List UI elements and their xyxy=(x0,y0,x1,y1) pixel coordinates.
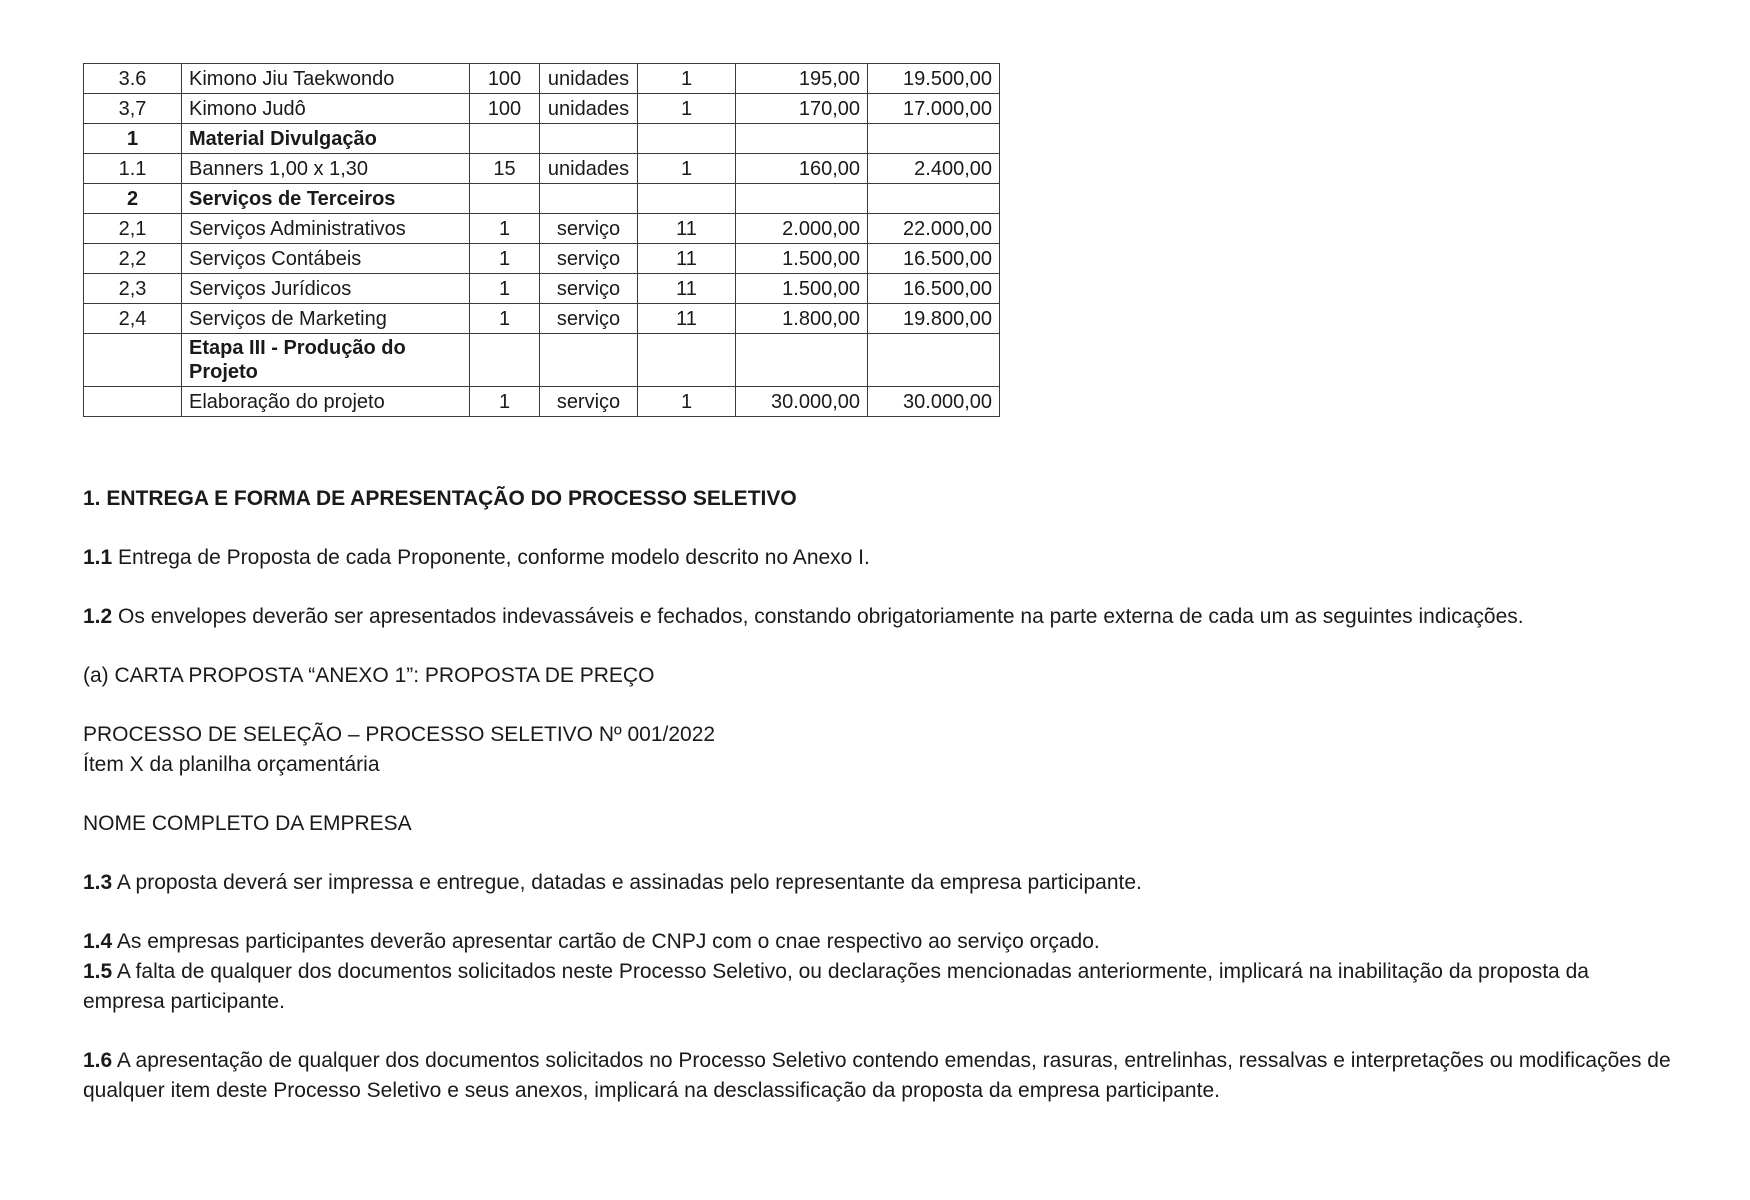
cell-description: Serviços de Terceiros xyxy=(182,184,470,214)
cell-description: Material Divulgação xyxy=(182,124,470,154)
cell-multiplier xyxy=(638,124,736,154)
cell-description: Kimono Jiu Taekwondo xyxy=(182,64,470,94)
cell-unit-price: 30.000,00 xyxy=(736,387,868,417)
cell-quantity xyxy=(470,184,540,214)
cell-description: Kimono Judô xyxy=(182,94,470,124)
paragraph-number: 1.3 xyxy=(83,871,113,894)
cell-multiplier: 1 xyxy=(638,154,736,184)
cell-description: Banners 1,00 x 1,30 xyxy=(182,154,470,184)
cell-unit-price xyxy=(736,334,868,387)
cell-total: 16.500,00 xyxy=(868,274,1000,304)
cell-unit: serviço xyxy=(540,304,638,334)
cell-quantity: 100 xyxy=(470,94,540,124)
cell-quantity: 1 xyxy=(470,387,540,417)
cell-multiplier: 11 xyxy=(638,244,736,274)
cell-code: 3,7 xyxy=(84,94,182,124)
cell-quantity: 100 xyxy=(470,64,540,94)
paragraph-number: 1.5 xyxy=(83,960,113,983)
cell-multiplier: 1 xyxy=(638,64,736,94)
cell-code: 3.6 xyxy=(84,64,182,94)
paragraph-1-4 xyxy=(83,927,1673,957)
paragraph-1-5 xyxy=(83,957,1673,1017)
cell-code: 2,2 xyxy=(84,244,182,274)
paragraph-text: A apresentação de qualquer dos documentos solicitados no Processo Seletivo contendo emendas, rasuras, entrelinhas, ressalvas e interpretações ou modificações de qualquer item deste Processo Seletivo e seus anexos, implicará na desclassificação da proposta da empresa participante. xyxy=(83,1049,1671,1102)
budget-table xyxy=(83,63,1000,417)
cell-unit: serviço xyxy=(540,274,638,304)
cell-unit-price xyxy=(736,184,868,214)
cell-multiplier: 1 xyxy=(638,94,736,124)
cell-code xyxy=(84,387,182,417)
table-row xyxy=(84,124,1000,154)
company-name-line: NOME COMPLETO DA EMPRESA xyxy=(83,812,412,835)
table-row xyxy=(84,94,1000,124)
paragraph-number: 1.2 xyxy=(83,605,113,628)
cell-total: 17.000,00 xyxy=(868,94,1000,124)
paragraph-text: Entrega de Proposta de cada Proponente, conforme modelo descrito no Anexo I. xyxy=(112,546,870,569)
cell-multiplier: 1 xyxy=(638,387,736,417)
cell-total xyxy=(868,124,1000,154)
paragraph-1-6 xyxy=(83,1046,1673,1106)
cell-unit xyxy=(540,334,638,387)
paragraph-number: 1.4 xyxy=(83,930,113,953)
cell-total: 19.800,00 xyxy=(868,304,1000,334)
cell-unit: unidades xyxy=(540,64,638,94)
cell-total: 16.500,00 xyxy=(868,244,1000,274)
cell-unit: serviço xyxy=(540,387,638,417)
cell-total: 19.500,00 xyxy=(868,64,1000,94)
processo-line: PROCESSO DE SELEÇÃO – PROCESSO SELETIVO Nº 001/2022 xyxy=(83,723,716,746)
cell-unit-price: 160,00 xyxy=(736,154,868,184)
cell-unit: serviço xyxy=(540,244,638,274)
paragraph-1-3 xyxy=(83,868,1673,898)
cell-code xyxy=(84,334,182,387)
cell-unit: unidades xyxy=(540,94,638,124)
table-row xyxy=(84,244,1000,274)
paragraph-1-1 xyxy=(83,543,1673,573)
cell-multiplier: 11 xyxy=(638,304,736,334)
paragraph-text: A proposta deverá ser impressa e entregue, datadas e assinadas pelo representante da empresa participante. xyxy=(112,871,1142,894)
cell-quantity xyxy=(470,334,540,387)
cell-unit xyxy=(540,124,638,154)
section-heading: 1. ENTREGA E FORMA DE APRESENTAÇÃO DO PROCESSO SELETIVO xyxy=(83,487,797,510)
cell-quantity: 1 xyxy=(470,304,540,334)
cell-code: 2,4 xyxy=(84,304,182,334)
cell-unit-price: 195,00 xyxy=(736,64,868,94)
paragraph-text: A falta de qualquer dos documentos solicitados neste Processo Seletivo, ou declarações mencionadas anteriormente, implicará na inabilitação da proposta da empresa participante. xyxy=(83,960,1589,1013)
cell-description: Serviços de Marketing xyxy=(182,304,470,334)
table-row xyxy=(84,274,1000,304)
table-row xyxy=(84,387,1000,417)
cell-quantity: 1 xyxy=(470,274,540,304)
budget-table-body xyxy=(84,64,1000,417)
cell-code: 1.1 xyxy=(84,154,182,184)
cell-description: Serviços Administrativos xyxy=(182,214,470,244)
cell-description: Elaboração do projeto xyxy=(182,387,470,417)
cell-unit xyxy=(540,184,638,214)
cell-multiplier xyxy=(638,184,736,214)
cell-code: 1 xyxy=(84,124,182,154)
cell-multiplier: 11 xyxy=(638,214,736,244)
cell-description: Serviços Contábeis xyxy=(182,244,470,274)
table-row xyxy=(84,214,1000,244)
paragraph-number: 1.6 xyxy=(83,1049,113,1072)
cell-total xyxy=(868,334,1000,387)
cell-unit-price: 1.800,00 xyxy=(736,304,868,334)
table-row xyxy=(84,304,1000,334)
cell-unit: unidades xyxy=(540,154,638,184)
cell-code: 2,3 xyxy=(84,274,182,304)
paragraph-text: Os envelopes deverão ser apresentados indevassáveis e fechados, constando obrigatoriamente na parte externa de cada um as seguintes indicações. xyxy=(112,605,1524,628)
cell-unit: serviço xyxy=(540,214,638,244)
table-row xyxy=(84,334,1000,387)
item-line: Ítem X da planilha orçamentária xyxy=(83,753,380,776)
cell-multiplier xyxy=(638,334,736,387)
cell-total: 22.000,00 xyxy=(868,214,1000,244)
table-row xyxy=(84,184,1000,214)
cell-total: 2.400,00 xyxy=(868,154,1000,184)
document-body xyxy=(83,484,1673,1106)
cell-unit-price: 1.500,00 xyxy=(736,244,868,274)
cell-unit-price: 1.500,00 xyxy=(736,274,868,304)
table-row xyxy=(84,154,1000,184)
cell-quantity: 15 xyxy=(470,154,540,184)
cell-description: Etapa III - Produção do Projeto xyxy=(182,334,470,387)
cell-unit-price xyxy=(736,124,868,154)
cell-code: 2,1 xyxy=(84,214,182,244)
cell-unit-price: 2.000,00 xyxy=(736,214,868,244)
cell-total xyxy=(868,184,1000,214)
cell-quantity: 1 xyxy=(470,214,540,244)
cell-description: Serviços Jurídicos xyxy=(182,274,470,304)
cell-total: 30.000,00 xyxy=(868,387,1000,417)
cell-quantity xyxy=(470,124,540,154)
table-row xyxy=(84,64,1000,94)
cell-code: 2 xyxy=(84,184,182,214)
paragraph-number: 1.1 xyxy=(83,546,113,569)
paragraph-1-2 xyxy=(83,602,1673,632)
cell-multiplier: 11 xyxy=(638,274,736,304)
cell-quantity: 1 xyxy=(470,244,540,274)
cell-unit-price: 170,00 xyxy=(736,94,868,124)
paragraph-text: As empresas participantes deverão apresentar cartão de CNPJ com o cnae respectivo ao serviço orçado. xyxy=(112,930,1100,953)
carta-proposta-line: (a) CARTA PROPOSTA “ANEXO 1”: PROPOSTA DE PREÇO xyxy=(83,664,655,687)
